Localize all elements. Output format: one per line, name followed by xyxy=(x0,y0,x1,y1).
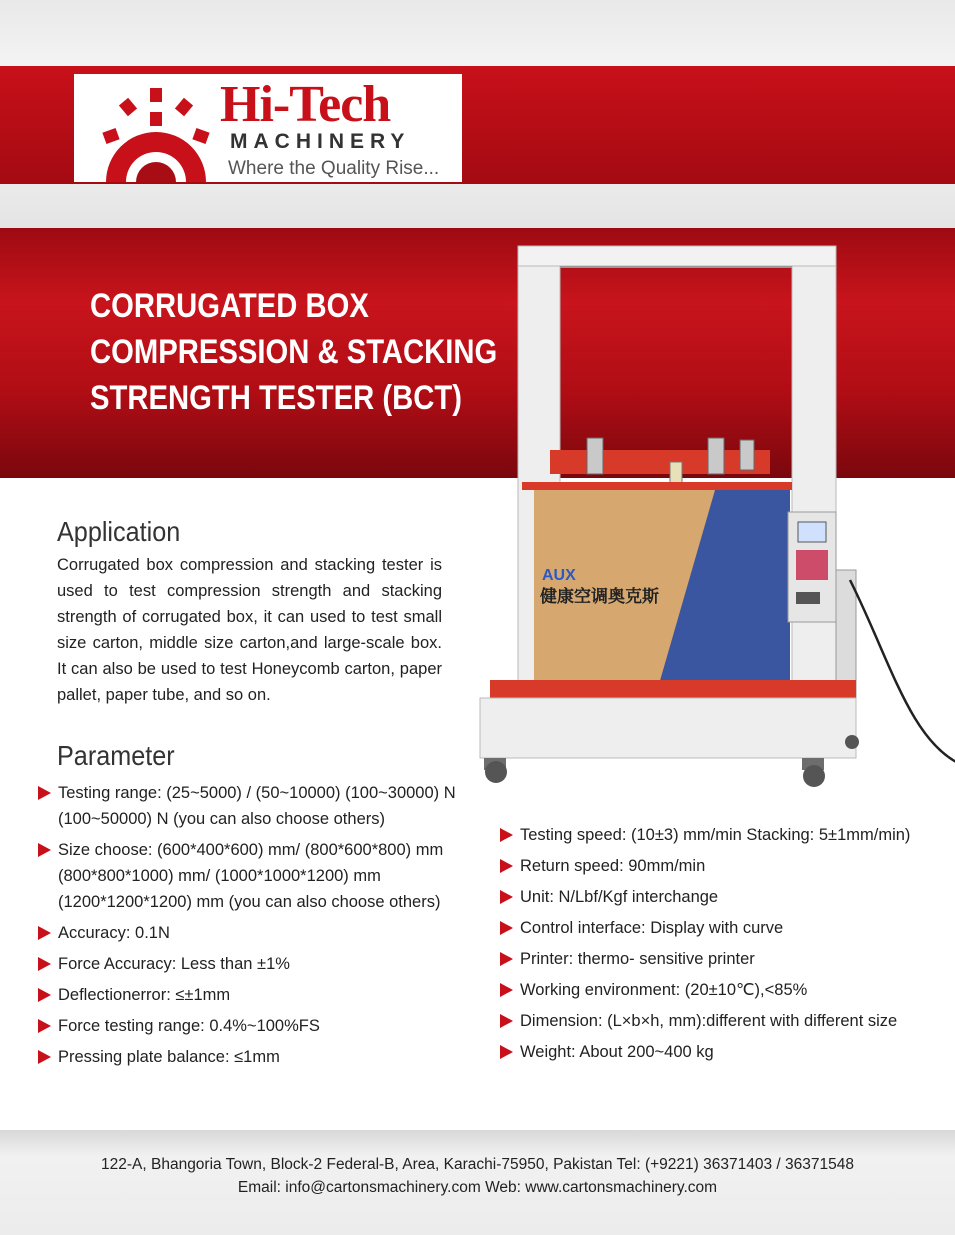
parameter-line: Return speed: 90mm/min xyxy=(520,857,706,875)
parameter-line: Printer: thermo- sensitive printer xyxy=(520,950,755,968)
parameter-item xyxy=(38,837,456,915)
title-line-1: CORRUGATED BOX xyxy=(90,287,369,325)
parameter-item xyxy=(500,977,910,1003)
bullet-arrow-icon xyxy=(500,859,513,873)
brand-tagline: Where the Quality Rise... xyxy=(228,158,440,179)
parameter-line: Control interface: Display with curve xyxy=(520,919,784,937)
footer-address: 122-A, Bhangoria Town, Block-2 Federal-B, Area, Karachi-75950, Pakistan Tel: (+9221) 36371403 / 36371548 xyxy=(101,1156,854,1173)
bullet-arrow-icon xyxy=(38,988,51,1002)
parameter-item xyxy=(500,1008,910,1034)
parameter-item xyxy=(500,946,910,972)
bullet-arrow-icon xyxy=(38,843,51,857)
bullet-arrow-icon xyxy=(500,890,513,904)
parameter-list-right xyxy=(500,822,910,1070)
footer xyxy=(0,1130,955,1235)
parameter-item xyxy=(500,884,910,910)
parameter-item xyxy=(38,920,456,946)
parameter-line: Working environment: (20±10℃),<85% xyxy=(520,981,808,999)
logo xyxy=(74,74,462,182)
parameter-list-left xyxy=(38,780,456,1075)
parameter-item xyxy=(38,982,456,1008)
bullet-arrow-icon xyxy=(38,786,51,800)
parameter-line: Size choose: (600*400*600) mm/ (800*600*800) mm xyxy=(58,841,444,859)
bullet-arrow-icon xyxy=(38,926,51,940)
bullet-arrow-icon xyxy=(500,1014,513,1028)
parameter-line: Force testing range: 0.4%~100%FS xyxy=(58,1017,320,1035)
parameter-item xyxy=(500,915,910,941)
bullet-arrow-icon xyxy=(500,828,513,842)
bullet-arrow-icon xyxy=(500,952,513,966)
parameter-item xyxy=(38,951,456,977)
box-brand-label: AUX xyxy=(542,567,576,584)
gear-icon xyxy=(96,82,216,182)
application-heading: Application xyxy=(57,516,181,547)
parameter-line: Dimension: (L×b×h, mm):different with different size xyxy=(520,1012,898,1030)
bullet-arrow-icon xyxy=(38,1050,51,1064)
parameter-item xyxy=(500,1039,910,1065)
parameter-line: Accuracy: 0.1N xyxy=(58,924,170,942)
box-chinese-label: 健康空调奥克斯 xyxy=(540,587,659,607)
footer-contact: Email: info@cartonsmachinery.com Web: www.cartonsmachinery.com xyxy=(237,1179,718,1196)
parameter-item xyxy=(38,780,456,832)
parameter-line: Testing range: (25~5000) / (50~10000) (100~30000) N xyxy=(58,784,456,802)
bullet-arrow-icon xyxy=(38,957,51,971)
title-line-2: COMPRESSION & STACKING xyxy=(90,333,498,371)
parameter-item xyxy=(500,822,910,848)
parameter-line: Deflectionerror: ≤±1mm xyxy=(58,986,231,1004)
parameter-line: Testing speed: (10±3) mm/min Stacking: 5±1mm/min) xyxy=(520,826,911,844)
parameter-line: (100~50000) N (you can also choose others) xyxy=(58,810,385,828)
bct-machine-image xyxy=(470,240,955,800)
parameter-line: Unit: N/Lbf/Kgf interchange xyxy=(520,888,719,906)
parameter-line: Force Accuracy: Less than ±1% xyxy=(58,955,290,973)
parameter-line: Pressing plate balance: ≤1mm xyxy=(58,1048,280,1066)
title-line-3: STRENGTH TESTER (BCT) xyxy=(90,379,462,417)
bullet-arrow-icon xyxy=(500,921,513,935)
bullet-arrow-icon xyxy=(500,1045,513,1059)
parameter-item xyxy=(38,1044,456,1070)
parameter-line: (800*800*1000) mm/ (1000*1000*1200) mm xyxy=(58,867,381,885)
bullet-arrow-icon xyxy=(500,983,513,997)
bullet-arrow-icon xyxy=(38,1019,51,1033)
parameter-line: Weight: About 200~400 kg xyxy=(520,1043,714,1061)
brand-name: Hi-Tech xyxy=(220,76,391,133)
brand-sub: MACHINERY xyxy=(230,130,411,153)
application-text: Corrugated box compression and stacking tester is used to test compression strength and stacking strength of corrugated box, it can used to test small size carton, middle size carton,and large-scale box. It can also be used to test Honeycomb carton, paper pallet, paper tube, and so on. xyxy=(57,556,442,704)
parameter-line: (1200*1200*1200) mm (you can also choose others) xyxy=(58,893,441,911)
page-title xyxy=(90,283,498,421)
parameter-item xyxy=(500,853,910,879)
parameter-heading: Parameter xyxy=(57,740,175,771)
parameter-item xyxy=(38,1013,456,1039)
